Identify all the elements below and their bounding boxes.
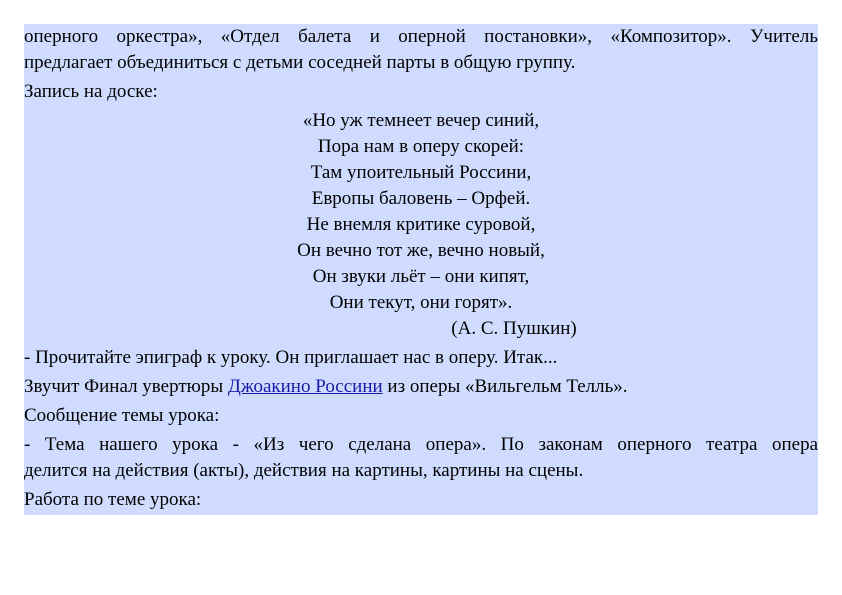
poem-line: Он звуки льёт – они кипят, <box>312 266 530 287</box>
topic-line-2: делится на действия (акты), действия на картины, картины на сцены. <box>24 460 584 481</box>
poem-line: Пора нам в оперу скорей: <box>317 136 525 157</box>
intro-paragraph <box>24 24 818 76</box>
poem-line: Там упоительный Россини, <box>310 162 532 183</box>
poem-line: Европы баловень – Орфей. <box>311 188 531 209</box>
rossini-link[interactable]: Джоакино Россини <box>227 376 383 397</box>
poem-epigraph <box>24 108 818 342</box>
music-suffix: из оперы «Вильгельм Телль». <box>382 376 628 397</box>
poem-line: Он вечно тот же, вечно новый, <box>297 240 545 261</box>
poem-line: Они текут, они горят». <box>329 292 513 313</box>
poem-line: «Но уж темнеет вечер синий, <box>302 110 540 131</box>
intro-line-2: предлагает объединиться с детьми соседней парты в общую группу. <box>24 52 576 73</box>
epigraph-instruction: - Прочитайте эпиграф к уроку. Он приглашает нас в оперу. Итак... <box>24 347 558 368</box>
music-paragraph <box>24 374 818 400</box>
topic-paragraph <box>24 432 818 484</box>
board-label: Запись на доске: <box>24 81 158 102</box>
topic-label: Сообщение темы урока: <box>24 405 220 426</box>
document-page <box>24 24 818 515</box>
poem-line: Не внемля критике суровой, <box>306 214 536 235</box>
music-prefix: Звучит Финал увертюры <box>24 376 228 397</box>
intro-line-1: оперного оркестра», «Отдел балета и оперной постановки», «Композитор». Учитель <box>24 26 818 47</box>
topic-line-1: - Тема нашего урока - «Из чего сделана опера». По законам оперного театра опера <box>24 434 818 455</box>
work-label: Работа по теме урока: <box>24 489 202 510</box>
poem-author: (А. С. Пушкин) <box>451 318 577 339</box>
